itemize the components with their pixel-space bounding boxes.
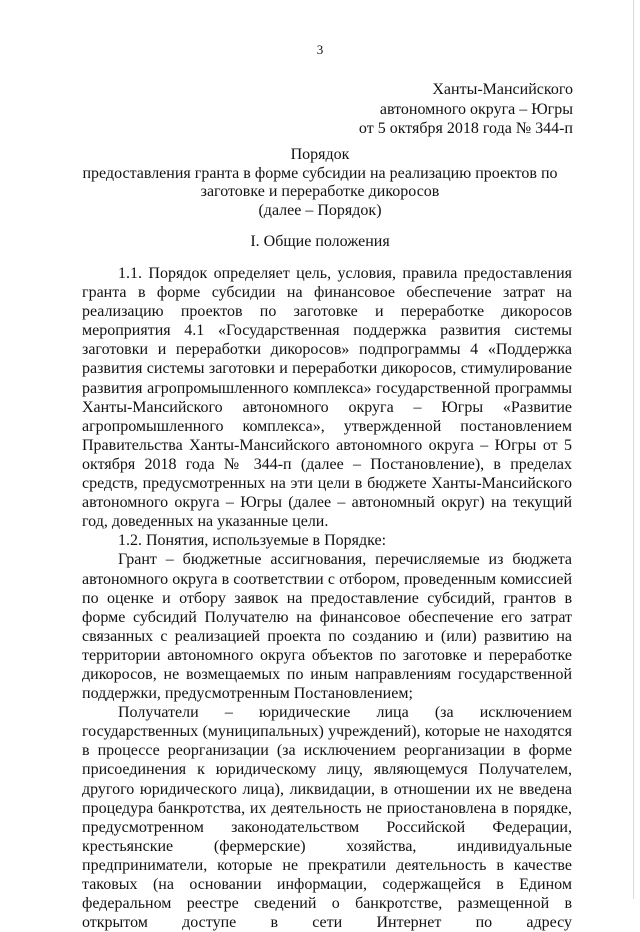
document-body: [82, 264, 572, 932]
paragraph-1-1: 1.1. Порядок определяет цель, условия, правила предоставления гранта в форме субсидии на финансовое обеспечение затрат на реализацию проектов по заготовке и переработке дикоросов мероприятия 4.1 «Государственная поддержка развития системы заготовки и переработки дикоросов» подпрограммы 4 «Поддержка развития системы заготовки и переработки дикоросов, стимулирование развития агропромышленного комплекса» государственной программы Ханты-Мансийского автономного округа – Югры «Развитие агропромышленного комплекса», утвержденной постановлением Правительства Ханты-Мансийского автономного округа – Югры от 5 октября 2018 года № 344-п (далее – Постановление), в пределах средств, предусмотренных на эти цели в бюджете Ханты-Мансийского автономного округа – Югры (далее – автономный округ) на текущий год, доведенных на указанные цели.: [82, 265, 572, 531]
approval-header: [359, 80, 573, 139]
page-edge-line: [633, 0, 634, 899]
document-title-line-1: Порядок: [290, 146, 350, 163]
paragraph-recipients-definition: Получатели – юридические лица (за исключением государственных (муниципальных) учреждений), которые не находятся в процессе реорганизации (за исключением реорганизации в форме присоединения к юридическому лицу, являющемуся Получателем, другого юридического лица), ликвидации, в отношении их не введена процедура банкротства, их деятельность не приостановлена в порядке, предусмотренном законодательством Российской Федерации, крестьянские (фермерские) хозяйства, индивидуальные предприниматели, которые не прекратили деятельность в качестве таковых (на основании информации, содержащейся в Едином федеральном реестре сведений о банкротстве, размещенной в открытом доступе в сети Интернет по адресу: [82, 704, 572, 932]
document-title: [82, 146, 558, 220]
document-title-line-4: (далее – Порядок): [258, 201, 382, 219]
approval-header-line-3: от 5 октября 2018 года № 344-п: [358, 120, 573, 137]
document-title-line-2: предоставления гранта в форме субсидии на реализацию проектов по: [82, 164, 558, 182]
document-title-line-3: заготовке и переработке дикоросов: [200, 183, 440, 200]
paragraph-1-2: 1.2. Понятия, используемые в Порядке:: [118, 532, 387, 550]
approval-header-line-2: автономного округа – Югры: [379, 100, 573, 118]
paragraph-grant-definition: Грант – бюджетные ассигнования, перечисляемые из бюджета автономного округа в соответствии с отбором, проведенным комиссией по оценке и отбору заявок на предоставление субсидий, грантов в форме субсидий Получателю на финансовое обеспечение его затрат связанных с реализацией проекта по созданию и (или) развитию на территории автономного округа объектов по заготовке и переработке дикоросов, не возмещаемых по иным направлениям государственной поддержки, предусмотренным Постановлением;: [82, 551, 572, 703]
section-heading: I. Общие положения: [250, 233, 390, 250]
page-number: 3: [316, 42, 324, 57]
approval-header-line-1: Ханты-Мансийского: [432, 81, 573, 98]
